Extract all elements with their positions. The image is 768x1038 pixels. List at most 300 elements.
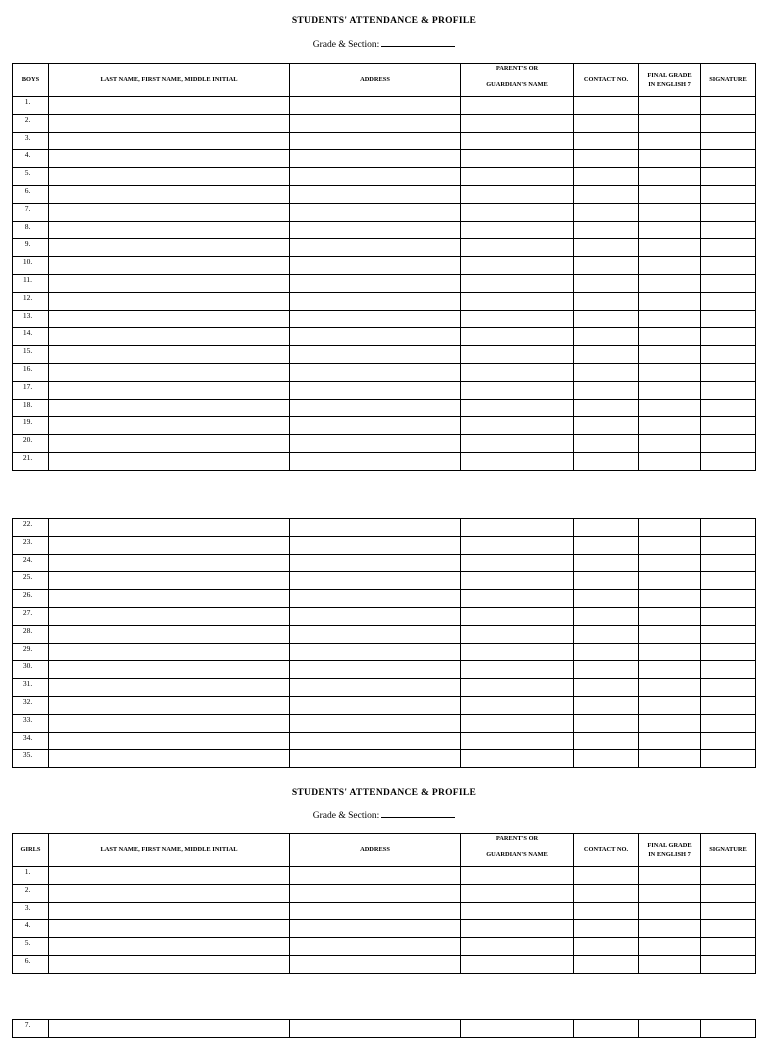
parent-cell[interactable] bbox=[461, 399, 574, 417]
final-grade-cell[interactable] bbox=[639, 572, 701, 590]
final-grade-cell[interactable] bbox=[639, 417, 701, 435]
grade-section-blank[interactable] bbox=[381, 808, 455, 818]
signature-cell[interactable] bbox=[701, 452, 756, 470]
contact-cell[interactable] bbox=[574, 150, 639, 168]
final-grade-cell[interactable] bbox=[639, 114, 701, 132]
signature-cell[interactable] bbox=[701, 417, 756, 435]
name-cell[interactable] bbox=[49, 643, 290, 661]
contact-cell[interactable] bbox=[574, 1020, 639, 1038]
parent-cell[interactable] bbox=[461, 590, 574, 608]
row-number: 4. bbox=[13, 920, 49, 938]
signature-cell[interactable] bbox=[701, 221, 756, 239]
signature-cell[interactable] bbox=[701, 239, 756, 257]
parent-cell[interactable] bbox=[461, 310, 574, 328]
final-grade-cell[interactable] bbox=[639, 607, 701, 625]
parent-column-header bbox=[461, 834, 574, 867]
contact-cell[interactable] bbox=[574, 867, 639, 885]
parent-cell[interactable] bbox=[461, 346, 574, 364]
signature-cell[interactable] bbox=[701, 132, 756, 150]
final-grade-cell[interactable] bbox=[639, 346, 701, 364]
table-row bbox=[13, 714, 756, 732]
name-cell[interactable] bbox=[49, 867, 290, 885]
signature-cell[interactable] bbox=[701, 1020, 756, 1038]
signature-cell[interactable] bbox=[701, 328, 756, 346]
signature-cell[interactable] bbox=[701, 920, 756, 938]
parent-header-line1: PARENT'S OR bbox=[495, 65, 539, 72]
contact-cell[interactable] bbox=[574, 114, 639, 132]
table-row bbox=[13, 274, 756, 292]
page-title-girls: STUDENTS' ATTENDANCE & PROFILE bbox=[291, 788, 477, 798]
signature-cell[interactable] bbox=[701, 536, 756, 554]
contact-cell[interactable] bbox=[574, 607, 639, 625]
name-cell[interactable] bbox=[49, 363, 290, 381]
name-cell[interactable] bbox=[49, 257, 290, 275]
final-grade-cell[interactable] bbox=[639, 696, 701, 714]
final-grade-cell[interactable] bbox=[639, 150, 701, 168]
name-cell[interactable] bbox=[49, 150, 290, 168]
address-cell[interactable] bbox=[290, 203, 461, 221]
contact-cell[interactable] bbox=[574, 732, 639, 750]
address-cell[interactable] bbox=[290, 221, 461, 239]
address-cell[interactable] bbox=[290, 452, 461, 470]
table-row bbox=[13, 750, 756, 768]
parent-cell[interactable] bbox=[461, 696, 574, 714]
grade-section-blank[interactable] bbox=[381, 37, 455, 47]
parent-cell[interactable] bbox=[461, 920, 574, 938]
parent-cell[interactable] bbox=[461, 750, 574, 768]
address-cell[interactable] bbox=[290, 168, 461, 186]
parent-cell[interactable] bbox=[461, 328, 574, 346]
address-cell[interactable] bbox=[290, 150, 461, 168]
parent-cell[interactable] bbox=[461, 132, 574, 150]
final-grade-cell[interactable] bbox=[639, 292, 701, 310]
address-cell[interactable] bbox=[290, 97, 461, 115]
table-row bbox=[13, 938, 756, 956]
address-column-header: ADDRESS bbox=[290, 64, 461, 97]
table-row bbox=[13, 955, 756, 973]
final-grade-cell[interactable] bbox=[639, 221, 701, 239]
name-cell[interactable] bbox=[49, 902, 290, 920]
signature-cell[interactable] bbox=[701, 607, 756, 625]
address-cell[interactable] bbox=[290, 519, 461, 537]
contact-cell[interactable] bbox=[574, 203, 639, 221]
name-cell[interactable] bbox=[49, 452, 290, 470]
parent-cell[interactable] bbox=[461, 363, 574, 381]
signature-cell[interactable] bbox=[701, 399, 756, 417]
table-row bbox=[13, 346, 756, 364]
contact-cell[interactable] bbox=[574, 274, 639, 292]
table-row bbox=[13, 590, 756, 608]
address-cell[interactable] bbox=[290, 435, 461, 453]
address-cell[interactable] bbox=[290, 572, 461, 590]
name-cell[interactable] bbox=[49, 114, 290, 132]
parent-cell[interactable] bbox=[461, 902, 574, 920]
final-grade-cell[interactable] bbox=[639, 257, 701, 275]
name-cell[interactable] bbox=[49, 590, 290, 608]
name-cell[interactable] bbox=[49, 221, 290, 239]
address-cell[interactable] bbox=[290, 625, 461, 643]
signature-cell[interactable] bbox=[701, 203, 756, 221]
contact-cell[interactable] bbox=[574, 902, 639, 920]
parent-cell[interactable] bbox=[461, 938, 574, 956]
parent-cell[interactable] bbox=[461, 239, 574, 257]
parent-cell[interactable] bbox=[461, 274, 574, 292]
contact-cell[interactable] bbox=[574, 239, 639, 257]
address-cell[interactable] bbox=[290, 1020, 461, 1038]
name-cell[interactable] bbox=[49, 625, 290, 643]
final-grade-cell[interactable] bbox=[639, 328, 701, 346]
name-cell[interactable] bbox=[49, 920, 290, 938]
signature-cell[interactable] bbox=[701, 363, 756, 381]
signature-cell[interactable] bbox=[701, 185, 756, 203]
final-grade-cell[interactable] bbox=[639, 920, 701, 938]
name-cell[interactable] bbox=[49, 679, 290, 697]
address-cell[interactable] bbox=[290, 955, 461, 973]
contact-cell[interactable] bbox=[574, 661, 639, 679]
row-number: 6. bbox=[13, 955, 49, 973]
address-cell[interactable] bbox=[290, 363, 461, 381]
address-cell[interactable] bbox=[290, 750, 461, 768]
signature-cell[interactable] bbox=[701, 274, 756, 292]
parent-cell[interactable] bbox=[461, 536, 574, 554]
row-number: 22. bbox=[13, 519, 49, 537]
address-cell[interactable] bbox=[290, 938, 461, 956]
parent-cell[interactable] bbox=[461, 1020, 574, 1038]
final-grade-cell[interactable] bbox=[639, 435, 701, 453]
final-grade-cell[interactable] bbox=[639, 679, 701, 697]
signature-cell[interactable] bbox=[701, 884, 756, 902]
name-cell[interactable] bbox=[49, 572, 290, 590]
final-grade-cell[interactable] bbox=[639, 452, 701, 470]
parent-cell[interactable] bbox=[461, 221, 574, 239]
parent-cell[interactable] bbox=[461, 203, 574, 221]
row-number: 31. bbox=[13, 679, 49, 697]
final-grade-cell[interactable] bbox=[639, 536, 701, 554]
parent-cell[interactable] bbox=[461, 955, 574, 973]
parent-cell[interactable] bbox=[461, 572, 574, 590]
parent-header-line2: GUARDIAN'S NAME bbox=[486, 851, 548, 858]
signature-cell[interactable] bbox=[701, 938, 756, 956]
final-grade-cell[interactable] bbox=[639, 381, 701, 399]
signature-cell[interactable] bbox=[701, 150, 756, 168]
table-row bbox=[13, 643, 756, 661]
address-cell[interactable] bbox=[290, 536, 461, 554]
name-cell[interactable] bbox=[49, 132, 290, 150]
parent-cell[interactable] bbox=[461, 867, 574, 885]
address-cell[interactable] bbox=[290, 274, 461, 292]
signature-cell[interactable] bbox=[701, 590, 756, 608]
contact-cell[interactable] bbox=[574, 696, 639, 714]
row-number: 8. bbox=[13, 221, 49, 239]
contact-cell[interactable] bbox=[574, 519, 639, 537]
signature-cell[interactable] bbox=[701, 114, 756, 132]
contact-cell[interactable] bbox=[574, 417, 639, 435]
address-cell[interactable] bbox=[290, 867, 461, 885]
name-cell[interactable] bbox=[49, 732, 290, 750]
final-grade-cell[interactable] bbox=[639, 519, 701, 537]
final-grade-cell[interactable] bbox=[639, 1020, 701, 1038]
parent-cell[interactable] bbox=[461, 292, 574, 310]
name-cell[interactable] bbox=[49, 185, 290, 203]
parent-cell[interactable] bbox=[461, 97, 574, 115]
final-grade-cell[interactable] bbox=[639, 185, 701, 203]
contact-cell[interactable] bbox=[574, 292, 639, 310]
contact-cell[interactable] bbox=[574, 435, 639, 453]
final-grade-cell[interactable] bbox=[639, 732, 701, 750]
final-grade-cell[interactable] bbox=[639, 938, 701, 956]
table-row bbox=[13, 435, 756, 453]
final-grade-cell[interactable] bbox=[639, 132, 701, 150]
name-cell[interactable] bbox=[49, 399, 290, 417]
name-cell[interactable] bbox=[49, 292, 290, 310]
address-cell[interactable] bbox=[290, 696, 461, 714]
row-number: 3. bbox=[13, 902, 49, 920]
final-grade-cell[interactable] bbox=[639, 168, 701, 186]
signature-cell[interactable] bbox=[701, 381, 756, 399]
name-cell[interactable] bbox=[49, 274, 290, 292]
signature-cell[interactable] bbox=[701, 310, 756, 328]
contact-cell[interactable] bbox=[574, 590, 639, 608]
address-cell[interactable] bbox=[290, 661, 461, 679]
grade-section-line bbox=[0, 37, 768, 50]
girls-column-header: GIRLS bbox=[13, 834, 49, 867]
address-cell[interactable] bbox=[290, 292, 461, 310]
address-cell[interactable] bbox=[290, 732, 461, 750]
row-number: 6. bbox=[13, 185, 49, 203]
signature-cell[interactable] bbox=[701, 732, 756, 750]
address-cell[interactable] bbox=[290, 114, 461, 132]
address-cell[interactable] bbox=[290, 132, 461, 150]
final-grade-cell[interactable] bbox=[639, 884, 701, 902]
address-cell[interactable] bbox=[290, 310, 461, 328]
final-grade-cell[interactable] bbox=[639, 97, 701, 115]
signature-cell[interactable] bbox=[701, 696, 756, 714]
parent-cell[interactable] bbox=[461, 625, 574, 643]
table-row bbox=[13, 884, 756, 902]
final-grade-cell[interactable] bbox=[639, 625, 701, 643]
address-cell[interactable] bbox=[290, 714, 461, 732]
row-number: 35. bbox=[13, 750, 49, 768]
final-grade-cell[interactable] bbox=[639, 203, 701, 221]
contact-cell[interactable] bbox=[574, 536, 639, 554]
name-cell[interactable] bbox=[49, 519, 290, 537]
parent-cell[interactable] bbox=[461, 661, 574, 679]
name-cell[interactable] bbox=[49, 661, 290, 679]
table-row bbox=[13, 381, 756, 399]
name-cell[interactable] bbox=[49, 97, 290, 115]
address-cell[interactable] bbox=[290, 381, 461, 399]
grade-header-line1: FINAL GRADE bbox=[647, 72, 692, 79]
final-grade-cell[interactable] bbox=[639, 750, 701, 768]
grade-header-line1: FINAL GRADE bbox=[647, 842, 692, 849]
signature-cell[interactable] bbox=[701, 97, 756, 115]
contact-cell[interactable] bbox=[574, 938, 639, 956]
name-cell[interactable] bbox=[49, 714, 290, 732]
table-row bbox=[13, 292, 756, 310]
girls-table-part2 bbox=[12, 1019, 756, 1038]
table-row bbox=[13, 363, 756, 381]
final-grade-cell[interactable] bbox=[639, 867, 701, 885]
address-cell[interactable] bbox=[290, 920, 461, 938]
boys-table-part1 bbox=[12, 63, 756, 471]
contact-cell[interactable] bbox=[574, 714, 639, 732]
contact-cell[interactable] bbox=[574, 168, 639, 186]
name-cell[interactable] bbox=[49, 328, 290, 346]
name-cell[interactable] bbox=[49, 607, 290, 625]
final-grade-cell[interactable] bbox=[639, 902, 701, 920]
name-cell[interactable] bbox=[49, 884, 290, 902]
address-cell[interactable] bbox=[290, 590, 461, 608]
contact-cell[interactable] bbox=[574, 346, 639, 364]
address-cell[interactable] bbox=[290, 679, 461, 697]
final-grade-cell[interactable] bbox=[639, 310, 701, 328]
contact-cell[interactable] bbox=[574, 328, 639, 346]
contact-cell[interactable] bbox=[574, 97, 639, 115]
contact-cell[interactable] bbox=[574, 884, 639, 902]
signature-cell[interactable] bbox=[701, 435, 756, 453]
contact-cell[interactable] bbox=[574, 381, 639, 399]
name-cell[interactable] bbox=[49, 239, 290, 257]
final-grade-cell[interactable] bbox=[639, 643, 701, 661]
table-row bbox=[13, 554, 756, 572]
parent-cell[interactable] bbox=[461, 732, 574, 750]
parent-cell[interactable] bbox=[461, 714, 574, 732]
signature-cell[interactable] bbox=[701, 955, 756, 973]
address-cell[interactable] bbox=[290, 884, 461, 902]
signature-cell[interactable] bbox=[701, 643, 756, 661]
name-cell[interactable] bbox=[49, 955, 290, 973]
parent-cell[interactable] bbox=[461, 185, 574, 203]
parent-cell[interactable] bbox=[461, 519, 574, 537]
signature-cell[interactable] bbox=[701, 554, 756, 572]
row-number: 26. bbox=[13, 590, 49, 608]
contact-cell[interactable] bbox=[574, 257, 639, 275]
name-cell[interactable] bbox=[49, 696, 290, 714]
address-cell[interactable] bbox=[290, 643, 461, 661]
final-grade-cell[interactable] bbox=[639, 714, 701, 732]
parent-cell[interactable] bbox=[461, 884, 574, 902]
contact-cell[interactable] bbox=[574, 221, 639, 239]
final-grade-cell[interactable] bbox=[639, 554, 701, 572]
signature-cell[interactable] bbox=[701, 346, 756, 364]
parent-cell[interactable] bbox=[461, 381, 574, 399]
address-cell[interactable] bbox=[290, 185, 461, 203]
name-cell[interactable] bbox=[49, 417, 290, 435]
parent-cell[interactable] bbox=[461, 452, 574, 470]
final-grade-cell[interactable] bbox=[639, 274, 701, 292]
contact-cell[interactable] bbox=[574, 554, 639, 572]
contact-cell[interactable] bbox=[574, 572, 639, 590]
address-cell[interactable] bbox=[290, 346, 461, 364]
parent-cell[interactable] bbox=[461, 417, 574, 435]
final-grade-cell[interactable] bbox=[639, 590, 701, 608]
parent-cell[interactable] bbox=[461, 257, 574, 275]
name-cell[interactable] bbox=[49, 750, 290, 768]
parent-cell[interactable] bbox=[461, 435, 574, 453]
signature-cell[interactable] bbox=[701, 750, 756, 768]
signature-cell[interactable] bbox=[701, 625, 756, 643]
address-cell[interactable] bbox=[290, 239, 461, 257]
name-cell[interactable] bbox=[49, 346, 290, 364]
parent-cell[interactable] bbox=[461, 607, 574, 625]
contact-cell[interactable] bbox=[574, 955, 639, 973]
contact-cell[interactable] bbox=[574, 132, 639, 150]
name-cell[interactable] bbox=[49, 554, 290, 572]
name-cell[interactable] bbox=[49, 310, 290, 328]
signature-cell[interactable] bbox=[701, 292, 756, 310]
signature-column-header: SIGNATURE bbox=[701, 834, 756, 867]
address-cell[interactable] bbox=[290, 554, 461, 572]
signature-cell[interactable] bbox=[701, 168, 756, 186]
page-title: STUDENTS' ATTENDANCE & PROFILE bbox=[291, 16, 477, 26]
signature-cell[interactable] bbox=[701, 867, 756, 885]
signature-cell[interactable] bbox=[701, 902, 756, 920]
row-number: 32. bbox=[13, 696, 49, 714]
signature-column-header: SIGNATURE bbox=[701, 64, 756, 97]
name-cell[interactable] bbox=[49, 435, 290, 453]
final-grade-cell[interactable] bbox=[639, 239, 701, 257]
parent-cell[interactable] bbox=[461, 643, 574, 661]
contact-cell[interactable] bbox=[574, 643, 639, 661]
row-number: 19. bbox=[13, 417, 49, 435]
name-cell[interactable] bbox=[49, 1020, 290, 1038]
signature-cell[interactable] bbox=[701, 679, 756, 697]
signature-cell[interactable] bbox=[701, 519, 756, 537]
table-row bbox=[13, 679, 756, 697]
contact-cell[interactable] bbox=[574, 679, 639, 697]
parent-cell[interactable] bbox=[461, 150, 574, 168]
final-grade-column-header bbox=[639, 834, 701, 867]
signature-cell[interactable] bbox=[701, 661, 756, 679]
address-cell[interactable] bbox=[290, 902, 461, 920]
address-cell[interactable] bbox=[290, 399, 461, 417]
final-grade-cell[interactable] bbox=[639, 661, 701, 679]
name-cell[interactable] bbox=[49, 536, 290, 554]
contact-cell[interactable] bbox=[574, 452, 639, 470]
name-cell[interactable] bbox=[49, 168, 290, 186]
final-grade-cell[interactable] bbox=[639, 955, 701, 973]
signature-cell[interactable] bbox=[701, 572, 756, 590]
address-cell[interactable] bbox=[290, 607, 461, 625]
parent-cell[interactable] bbox=[461, 554, 574, 572]
name-cell[interactable] bbox=[49, 938, 290, 956]
final-grade-cell[interactable] bbox=[639, 363, 701, 381]
parent-cell[interactable] bbox=[461, 679, 574, 697]
contact-cell[interactable] bbox=[574, 185, 639, 203]
parent-cell[interactable] bbox=[461, 114, 574, 132]
name-column-header: LAST NAME, FIRST NAME, MIDDLE INITIAL bbox=[49, 64, 290, 97]
contact-cell[interactable] bbox=[574, 310, 639, 328]
name-cell[interactable] bbox=[49, 381, 290, 399]
parent-header-line1: PARENT'S OR bbox=[495, 835, 539, 842]
grade-section-label: Grade & Section: bbox=[312, 811, 380, 821]
name-cell[interactable] bbox=[49, 203, 290, 221]
signature-cell[interactable] bbox=[701, 714, 756, 732]
contact-cell[interactable] bbox=[574, 750, 639, 768]
signature-cell[interactable] bbox=[701, 257, 756, 275]
name-column-header: LAST NAME, FIRST NAME, MIDDLE INITIAL bbox=[49, 834, 290, 867]
contact-cell[interactable] bbox=[574, 399, 639, 417]
contact-cell[interactable] bbox=[574, 920, 639, 938]
address-cell[interactable] bbox=[290, 417, 461, 435]
contact-cell[interactable] bbox=[574, 625, 639, 643]
parent-cell[interactable] bbox=[461, 168, 574, 186]
final-grade-cell[interactable] bbox=[639, 399, 701, 417]
address-cell[interactable] bbox=[290, 328, 461, 346]
address-cell[interactable] bbox=[290, 257, 461, 275]
contact-column-header: CONTACT NO. bbox=[574, 64, 639, 97]
contact-cell[interactable] bbox=[574, 363, 639, 381]
